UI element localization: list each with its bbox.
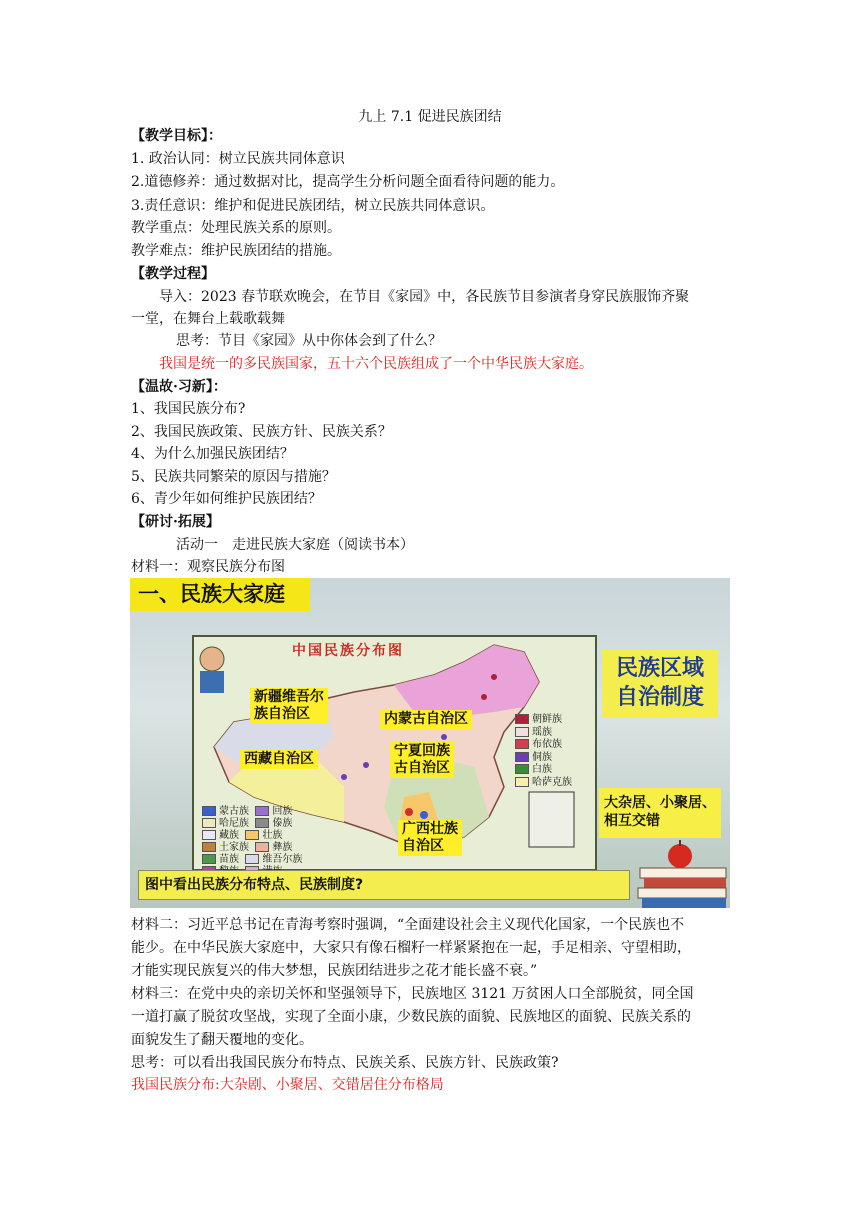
legend-text: 苗族 xyxy=(219,854,239,865)
legend-text: 哈萨克族 xyxy=(532,776,572,788)
intro-line: 导入：2023 春节联欢晚会，在节目《家园》中，各民族节目参演者身穿民族服饰齐聚 xyxy=(159,289,690,305)
think-question-2: 思考：可以看出我国民族分布特点、民族关系、民族方针、民族政策? xyxy=(131,1055,559,1071)
region-text: 新疆维吾尔 xyxy=(254,689,324,705)
legend-text: 蒙古族 xyxy=(219,806,249,817)
region-label-ningxia xyxy=(390,742,454,778)
material-two-line: 材料二：习近平总书记在青海考察时强调，“全面建设社会主义现代化国家，一个民族也不 xyxy=(131,917,685,933)
material-two-line: 能少。在中华民族大家庭中，大家只有像石榴籽一样紧紧抱在一起，手足相亲、守望相助， xyxy=(131,940,691,956)
key-point: 教学重点：处理民族关系的原则。 xyxy=(131,220,341,236)
books-apple-illustration xyxy=(630,828,730,908)
legend-text: 侗族 xyxy=(532,751,552,763)
legend-text: 白族 xyxy=(532,764,552,775)
goal-heading: 【教学目标】： xyxy=(131,128,222,144)
ethnic-map-slide xyxy=(130,578,730,908)
review-item: 5、民族共同繁荣的原因与措施？ xyxy=(131,469,336,485)
review-heading: 【温故·习新】： xyxy=(131,379,227,395)
region-text: 族自治区 xyxy=(254,706,310,722)
slide-question-bar: 图中看出民族分布特点、民族制度? xyxy=(138,870,630,900)
legend-left xyxy=(202,806,302,878)
region-label-neimenggu: 内蒙古自治区 xyxy=(380,710,472,729)
label-line: 自治制度 xyxy=(615,685,704,710)
legend-row xyxy=(202,854,302,866)
think-question: 思考：节目《家园》从中你体会到了什么？ xyxy=(176,333,442,349)
legend-row xyxy=(202,818,302,830)
legend-item xyxy=(515,714,572,727)
region-text: 宁夏回族 xyxy=(394,743,450,759)
legend-text: 瑶族 xyxy=(532,726,552,738)
intro-line: 一堂，在舞台上载歌载舞 xyxy=(131,311,285,327)
legend-text: 彝族 xyxy=(272,842,293,853)
material-three-line: 面貌发生了翻天覆地的变化。 xyxy=(131,1032,313,1048)
material-three-line: 一道打赢了脱贫攻坚战，实现了全面小康，少数民族的面貌、民族地区的面貌、民族关系的 xyxy=(131,1009,691,1025)
goal-item: 3.责任意识：维护和促进民族团结，树立民族共同体意识。 xyxy=(131,198,495,214)
legend-text: 朝鲜族 xyxy=(532,714,562,725)
legend-text: 土家族 xyxy=(219,842,249,853)
activity-title: 活动一 走进民族大家庭（阅读书本） xyxy=(176,537,414,553)
answer-red-2: 我国民族分布:大杂剧、小聚居、交错居住分布格局 xyxy=(131,1077,444,1093)
legend-row xyxy=(202,830,302,842)
legend-row xyxy=(202,842,302,854)
region-label-guangxi xyxy=(398,820,462,856)
legend-text: 哈尼族 xyxy=(219,818,249,829)
difficult-point: 教学难点：维护民族团结的措施。 xyxy=(131,243,341,259)
label-line: 相互交错 xyxy=(604,813,660,829)
document-title: 九上 7.1 促进民族团结 xyxy=(358,109,502,125)
label-line: 大杂居、小聚居、 xyxy=(604,795,716,811)
legend-text: 壮族 xyxy=(262,830,283,841)
legend-item xyxy=(515,777,572,790)
legend-text: 维吾尔族 xyxy=(262,854,303,865)
review-item: 1、我国民族分布? xyxy=(131,401,246,417)
review-item: 4、为什么加强民族团结？ xyxy=(131,446,294,462)
material-one-label: 材料一：观察民族分布图 xyxy=(131,559,285,575)
legend-item xyxy=(515,739,572,752)
material-three-line: 材料三：在党中央的亲切关怀和坚强领导下，民族地区 3121 万贫困人口全部脱贫，同全国 xyxy=(131,986,694,1002)
legend-item xyxy=(515,764,572,777)
slide-heading: 一、民族大家庭 xyxy=(130,578,310,611)
answer-red: 我国是统一的多民族国家，五十六个民族组成了一个中华民族大家庭。 xyxy=(159,356,593,372)
legend-right xyxy=(515,714,572,789)
legend-text: 布依族 xyxy=(532,739,562,750)
region-label-xinjiang xyxy=(250,688,328,724)
legend-text: 回族 xyxy=(272,806,293,817)
process-heading: 【教学过程】 xyxy=(131,266,215,282)
autonomy-system-label xyxy=(602,650,718,718)
region-text: 自治区 xyxy=(402,838,444,854)
region-text: 古自治区 xyxy=(394,760,450,776)
label-line: 民族区域 xyxy=(615,656,704,681)
legend-row xyxy=(202,806,302,818)
review-item: 6、青少年如何维护民族团结？ xyxy=(131,491,322,507)
legend-text: 傣族 xyxy=(272,818,293,829)
explore-heading: 【研讨·拓展】 xyxy=(131,514,220,530)
goal-item: 1. 政治认同：树立民族共同体意识 xyxy=(131,151,345,167)
region-label-xizang: 西藏自治区 xyxy=(240,750,318,769)
goal-item: 2.道德修养：通过数据对比，提高学生分析问题全面看待问题的能力。 xyxy=(131,174,565,190)
legend-text: 藏族 xyxy=(219,830,239,841)
material-two-line: 才能实现民族复兴的伟大梦想，民族团结进步之花才能长盛不衰。” xyxy=(131,963,538,979)
region-text: 广西壮族 xyxy=(402,821,458,837)
map-title: 中国民族分布图 xyxy=(292,643,404,659)
review-item: 2、我国民族政策、民族方针、民族关系？ xyxy=(131,424,392,440)
legend-item xyxy=(515,727,572,740)
legend-item xyxy=(515,752,572,765)
